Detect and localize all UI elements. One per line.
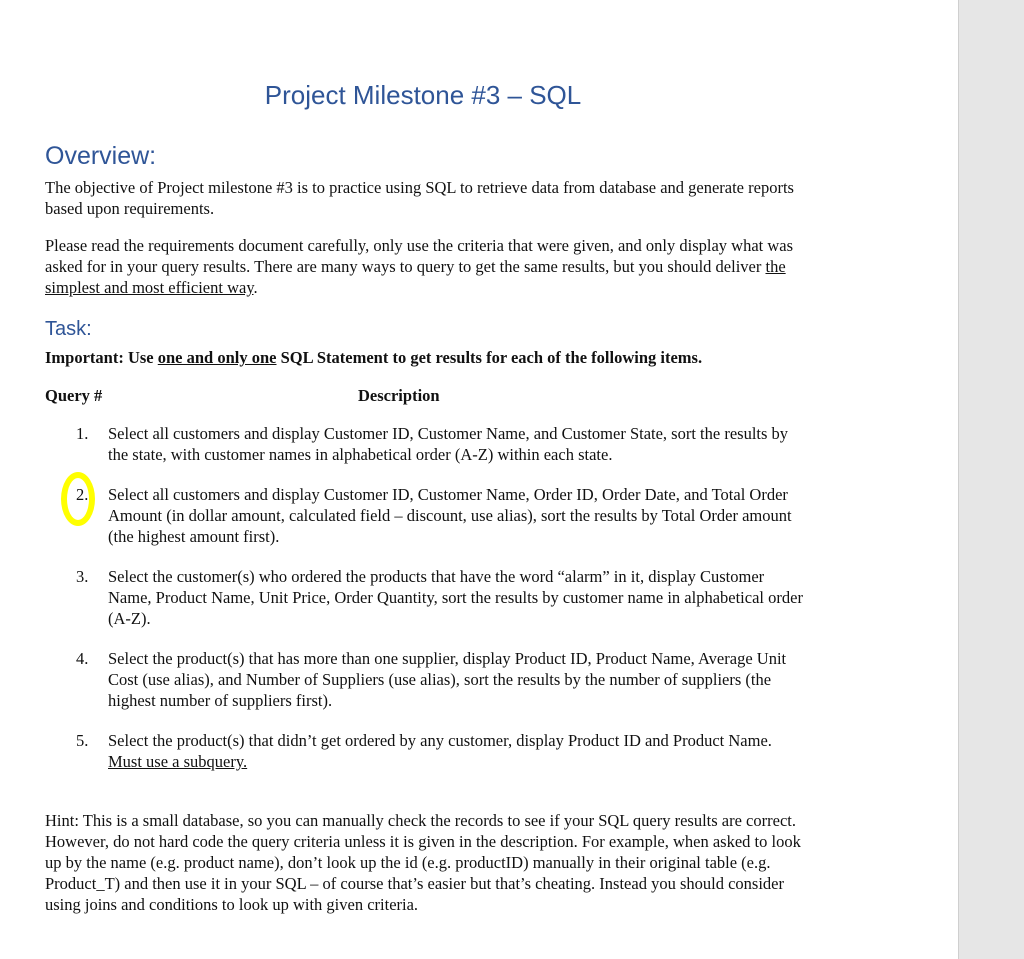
overview-p2-text: Please read the requirements document carefully, only use the criteria that were given, and only display what was asked for in your query results. There are many ways to query to get the same results, but you should deliver: [45, 236, 794, 276]
column-header-description: Description: [358, 386, 440, 405]
query-description-underlined: Must use a subquery.: [108, 752, 248, 771]
query-description: Select all customers and display Customer ID, Customer Name, Order ID, Order Date, and Total Order Amount (in dollar amount, calculated field – discount, use alias), sort the results by Total Order amount (the highest amount first).: [108, 485, 792, 546]
overview-heading: Overview:: [45, 142, 157, 170]
overview-paragraph-1: The objective of Project milestone #3 is to practice using SQL to retrieve data from database and generate reports based upon requirements.: [45, 178, 794, 218]
query-number: 1.: [76, 424, 89, 443]
important-underlined: one and only one: [157, 348, 277, 367]
query-description-text: Select the product(s) that didn’t get ordered by any customer, display Product ID and Product Name.: [108, 731, 772, 750]
window-gutter: [958, 0, 1024, 959]
overview-paragraph-2: [45, 235, 805, 298]
overview-p2-end: .: [253, 278, 258, 297]
query-number: 2.: [76, 485, 89, 504]
document-title: Project Milestone #3 – SQL: [264, 80, 582, 110]
hint-paragraph: Hint: This is a small database, so you can manually check the records to see if your SQL query results are correct. However, do not hard code the query criteria unless it is given in the description. For example, when asked to look up by the name (e.g. product name), don’t look up the id (e.g. productID) manually in their original table (e.g. Product_T) and then use it in your SQL – of course that’s easier but that’s cheating. Instead you should consider using joins and conditions to look up with given criteria.: [45, 811, 801, 914]
query-number: 4.: [76, 649, 89, 668]
important-end: SQL Statement to get results for each of the following items.: [276, 348, 703, 367]
task-heading: Task:: [45, 318, 92, 340]
query-description: [108, 730, 808, 772]
query-number: 3.: [76, 567, 89, 586]
column-header-query: Query #: [45, 386, 103, 405]
query-description: Select the product(s) that has more than one supplier, display Product ID, Product Name, Average Unit Cost (use alias), and Number of Suppliers (use alias), sort the results by the number of suppliers (the highest number of suppliers first).: [108, 649, 787, 710]
important-note: [45, 347, 805, 368]
query-description: Select the customer(s) who ordered the products that have the word “alarm” in it, display Customer Name, Product Name, Unit Price, Order Quantity, sort the results by customer name in alphabetical order (A-Z).: [108, 567, 803, 628]
query-number: 5.: [76, 731, 89, 750]
query-description: Select all customers and display Customer ID, Customer Name, and Customer State, sort the results by the state, with customer names in alphabetical order (A-Z) within each state.: [108, 424, 789, 464]
overview-p2-underlined: the simplest and most efficient way: [45, 257, 786, 297]
important-text: Important: Use: [45, 348, 158, 367]
